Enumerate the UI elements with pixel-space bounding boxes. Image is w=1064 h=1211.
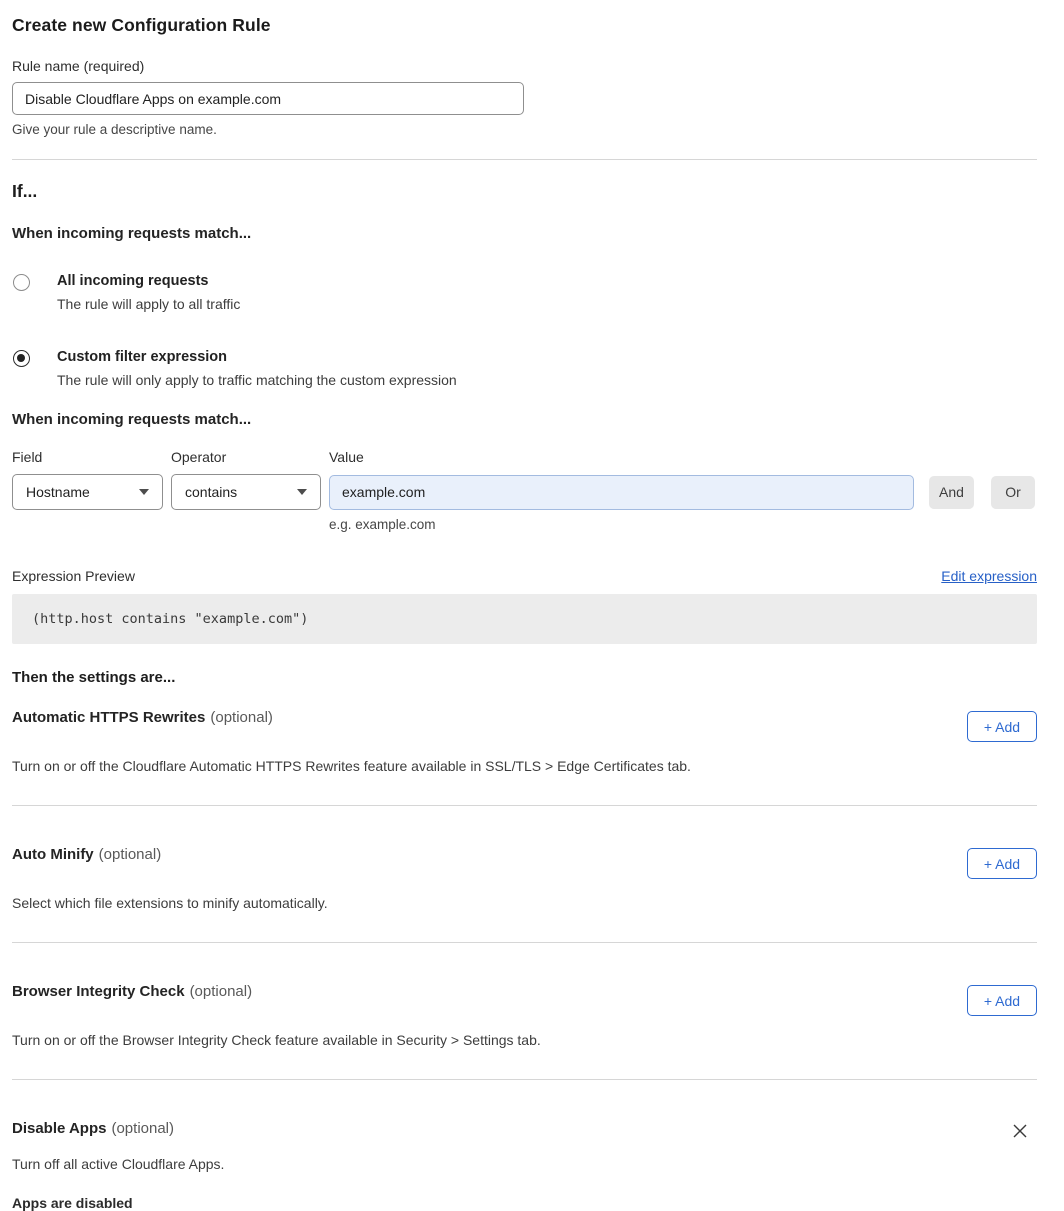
radio-option-texts: [57, 349, 457, 388]
setting-description: Select which file extensions to minify automatically.: [12, 895, 328, 911]
or-button[interactable]: Or: [991, 476, 1035, 509]
chevron-down-icon: [297, 489, 307, 495]
optional-tag: (optional): [210, 709, 273, 726]
radio-label-custom-filter-expression: Custom filter expression: [57, 349, 228, 365]
field-select-value: Hostname: [26, 484, 90, 500]
optional-tag: (optional): [98, 846, 162, 863]
setting-title: [12, 709, 273, 726]
operator-label: Operator: [171, 449, 227, 465]
expression-builder-heading: When incoming requests match...: [12, 411, 252, 428]
radio-option-custom-filter-expression[interactable]: [12, 349, 1037, 388]
setting-auto-minify: [12, 806, 1037, 943]
configuration-rule-form: [12, 0, 1037, 1211]
setting-browser-integrity-check: [12, 943, 1037, 1080]
optional-tag: (optional): [189, 983, 253, 1000]
add-browser-integrity-check-button[interactable]: + Add: [967, 985, 1037, 1016]
rule-name-label: Rule name (required): [12, 58, 145, 74]
value-label: Value: [329, 449, 364, 465]
field-select[interactable]: [12, 474, 163, 510]
setting-automatic-https-rewrites: [12, 686, 1037, 806]
expression-builder-labels: [12, 449, 1037, 465]
setting-title: [12, 1120, 174, 1137]
and-button[interactable]: And: [929, 476, 974, 509]
value-helper: e.g. example.com: [329, 517, 436, 532]
expression-code: (http.host contains "example.com"): [32, 611, 309, 627]
setting-disable-apps: [12, 1080, 1037, 1211]
setting-name: Browser Integrity Check: [12, 983, 185, 1000]
field-label: Field: [12, 449, 43, 465]
section-divider: [12, 159, 1037, 160]
value-input[interactable]: [329, 475, 914, 510]
page-title: Create new Configuration Rule: [12, 15, 271, 35]
setting-head: [12, 1120, 1037, 1140]
expression-preview-box: [12, 594, 1037, 644]
setting-name: Auto Minify: [12, 846, 94, 863]
radio-option-texts: [57, 273, 240, 312]
radio-button-custom-filter-expression[interactable]: [13, 350, 30, 367]
apps-disabled-status: Apps are disabled: [12, 1195, 133, 1211]
setting-title: [12, 846, 161, 863]
remove-disable-apps-button[interactable]: [1011, 1122, 1029, 1140]
add-automatic-https-rewrites-button[interactable]: + Add: [967, 711, 1037, 742]
setting-title: [12, 983, 252, 1000]
operator-select[interactable]: [171, 474, 321, 510]
close-icon: [1011, 1122, 1029, 1140]
edit-expression-link[interactable]: Edit expression: [941, 568, 1037, 584]
optional-tag: (optional): [111, 1120, 175, 1137]
add-auto-minify-button[interactable]: + Add: [967, 848, 1037, 879]
setting-description: Turn off all active Cloudflare Apps.: [12, 1156, 225, 1172]
setting-description: Turn on or off the Browser Integrity Check feature available in Security > Settings tab.: [12, 1032, 541, 1048]
rule-name-input[interactable]: [12, 82, 524, 115]
radio-option-all-incoming-requests[interactable]: [12, 273, 1037, 312]
expression-preview-label: Expression Preview: [12, 568, 135, 584]
if-heading: If...: [12, 181, 38, 201]
setting-description: Turn on or off the Cloudflare Automatic HTTPS Rewrites feature available in SSL/TLS > Edge Certificates tab.: [12, 758, 691, 774]
expression-preview-header: [12, 568, 1037, 584]
match-heading: When incoming requests match...: [12, 225, 252, 242]
radio-label-all-incoming-requests: All incoming requests: [57, 273, 209, 289]
rule-name-helper: Give your rule a descriptive name.: [12, 122, 217, 137]
operator-select-value: contains: [185, 484, 238, 500]
setting-head: [12, 709, 1037, 742]
setting-name: Disable Apps: [12, 1120, 107, 1137]
setting-head: [12, 983, 1037, 1016]
setting-name: Automatic HTTPS Rewrites: [12, 709, 206, 726]
radio-description-custom-filter-expression: The rule will only apply to traffic matching the custom expression: [57, 372, 457, 388]
radio-description-all-incoming-requests: The rule will apply to all traffic: [57, 296, 241, 312]
radio-button-all-incoming-requests[interactable]: [13, 274, 30, 291]
expression-builder-row: [12, 474, 1037, 510]
chevron-down-icon: [139, 489, 149, 495]
setting-head: [12, 846, 1037, 879]
then-settings-heading: Then the settings are...: [12, 669, 176, 686]
